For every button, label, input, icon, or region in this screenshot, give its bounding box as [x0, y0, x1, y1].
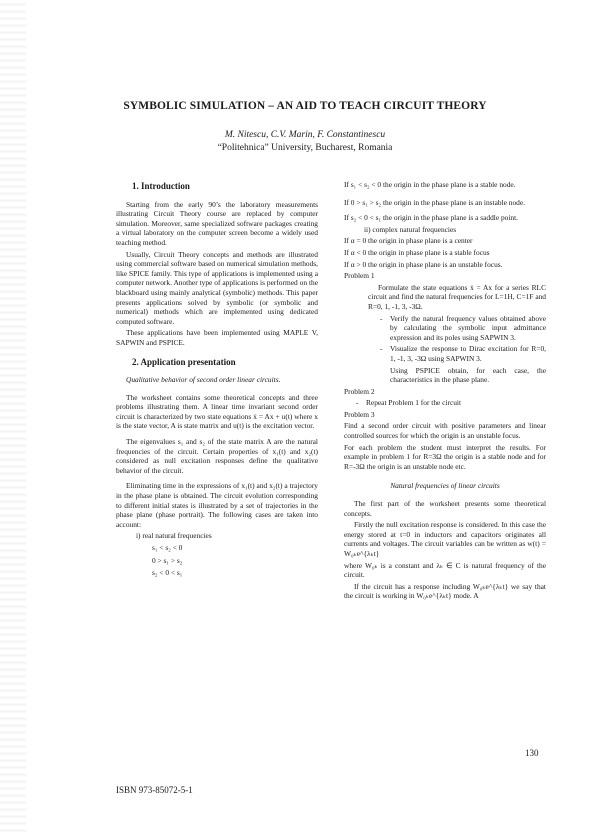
- paper-authors: M. Nitescu, C.V. Marin, F. Constantinescu: [224, 130, 386, 140]
- problem-heading: Problem 2: [344, 386, 375, 396]
- bullet-item: - Visualize the response to Dirac excitation for R=0, 1, -1, 3, -3Ω using SAPWIN 3.: [380, 344, 546, 363]
- paragraph: Eliminating time in the expressions of x₁(t) and x₂(t) a trajectory in the phase plane is obtained. The circuit evolution corresponding to different initial states is illustrated by a set of trajectories in the phase plane (phase portrait). The following cases are taken into account:: [116, 481, 318, 529]
- scan-edge-artifact: [0, 0, 26, 832]
- paragraph: The worksheet contains some theoretical concepts and three problems illustrating them. A linear time invariant second order circuit is characterized by two state equations ẋ = Ax + u(t) where x is the state vector, A is state matrix and u(t) is the excitation vector.: [116, 392, 318, 431]
- paragraph: If s₁ < s₂ < 0 the origin in the phase plane is a stable node.: [344, 180, 516, 189]
- paragraph: If α > 0 the origin in phase plane is an unstable focus.: [344, 259, 503, 269]
- list-item: i) real natural frequencies: [136, 531, 212, 541]
- paper-title: SYMBOLIC SIMULATION – AN AID TO TEACH CIRCUIT THEORY: [123, 100, 487, 112]
- problem-1-body: [368, 283, 546, 385]
- equation: 0 > s₁ > s₂: [152, 555, 183, 565]
- section-heading-introduction: 1. Introduction: [132, 181, 190, 191]
- section-heading-application: 2. Application presentation: [132, 356, 236, 367]
- bullet-item: - Repeat Problem 1 for the circuit: [356, 398, 462, 408]
- equation: s₁ < s₂ < 0: [152, 543, 183, 552]
- paragraph: If α = 0 the origin in phase plane is a center: [344, 236, 473, 246]
- paragraph: Using PSPICE obtain, for each case, the characteristics in the phase plane.: [390, 365, 546, 385]
- problem-heading: Problem 3: [344, 409, 375, 419]
- paragraph: where W₀ₖ is a constant and λₖ ∈ C is natural frequency of the circuit.: [344, 560, 546, 580]
- page-number: 130: [525, 748, 539, 758]
- paragraph: If 0 > s₁ > s₂ the origin in the phase plane is an instable node.: [344, 197, 525, 207]
- paper-affiliation: “Politehnica” University, Bucharest, Romania: [217, 143, 393, 153]
- equation: s₂ < 0 < s₁: [152, 568, 183, 578]
- paragraph: Usually, Circuit Theory concepts and methods are illustrated using commercial software based on numerical simulation methods, like SPICE family. This type of applications is implemented using a computer network. Another type of applications is performed on the blackboard using mainly analytical (symbolic) methods. This paper presents applications solved by symbolic (or symbolic and numerical) methods which are implemented using dedicated computed software.: [116, 249, 318, 326]
- paragraph: If the circuit has a response including W₀ₖe^{λₖt} we say that the circuit is working in W₀ₖe^{λₖt} mode. A: [344, 581, 546, 601]
- paragraph: These applications have been implemented using MAPLE V, SAPWIN and PSPICE.: [116, 328, 318, 347]
- paragraph: For each problem the student must interpret the results. For example in problem 1 for R=3Ω the origin is a stable node and for R=-3Ω the origin is an unstable node etc.: [344, 442, 546, 471]
- paragraph: Starting from the early 90’s the laboratory measurements illustrating Circuit Theory course are replaced by computer simulation. Moreover, same specialized software packages creating a virtual laboratory on the computer screen become a widely used teaching method.: [116, 199, 318, 247]
- paragraph: If s₂ < 0 < s₁ the origin in the phase plane is a saddle point.: [344, 213, 518, 223]
- paragraph: If α < 0 the origin in phase plane is a stable focus: [344, 247, 490, 257]
- paragraph: Firstly the null excitation response is considered. In this case the energy stored at t=0 in inductors and capacitors originates all currents and voltages. The circuit variables can be written as w(t) = W₀ₖe^{λₖt}: [344, 520, 546, 558]
- subsection-title: Qualitative behavior of second order linear circuits.: [126, 375, 281, 385]
- paragraph: The first part of the worksheet presents some theoretical concepts.: [344, 499, 546, 518]
- paragraph: The eigenvalues s₁ and s₂ of the state matrix A are the natural frequencies of the circuit. Certain properties of x₁(t) and x₂(t) considered as null excitation responses define the qualitative behavior of the circuit.: [116, 437, 318, 475]
- isbn: ISBN 973-85072-5-1: [116, 785, 193, 795]
- paragraph: Find a second order circuit with positive parameters and linear controlled sources for which the origin is an unstable focus.: [344, 421, 546, 441]
- list-item: ii) complex natural frequencies: [364, 224, 457, 234]
- left-column: [116, 180, 318, 581]
- subsection-title: Natural frequencies of linear circuits: [390, 481, 500, 491]
- bullet-item: - Verify the natural frequency values obtained above by calculating the symbolic input admittance expression and its poles using SAPWIN 3.: [380, 313, 546, 342]
- right-column: [344, 180, 546, 603]
- paragraph: Formulate the state equations ẋ = Ax for a series RLC circuit and find the natural frequencies for L=1H, C=1F and R=0, 1, -1, 3, -3Ω.: [368, 282, 546, 311]
- problem-heading: Problem 1: [344, 271, 375, 281]
